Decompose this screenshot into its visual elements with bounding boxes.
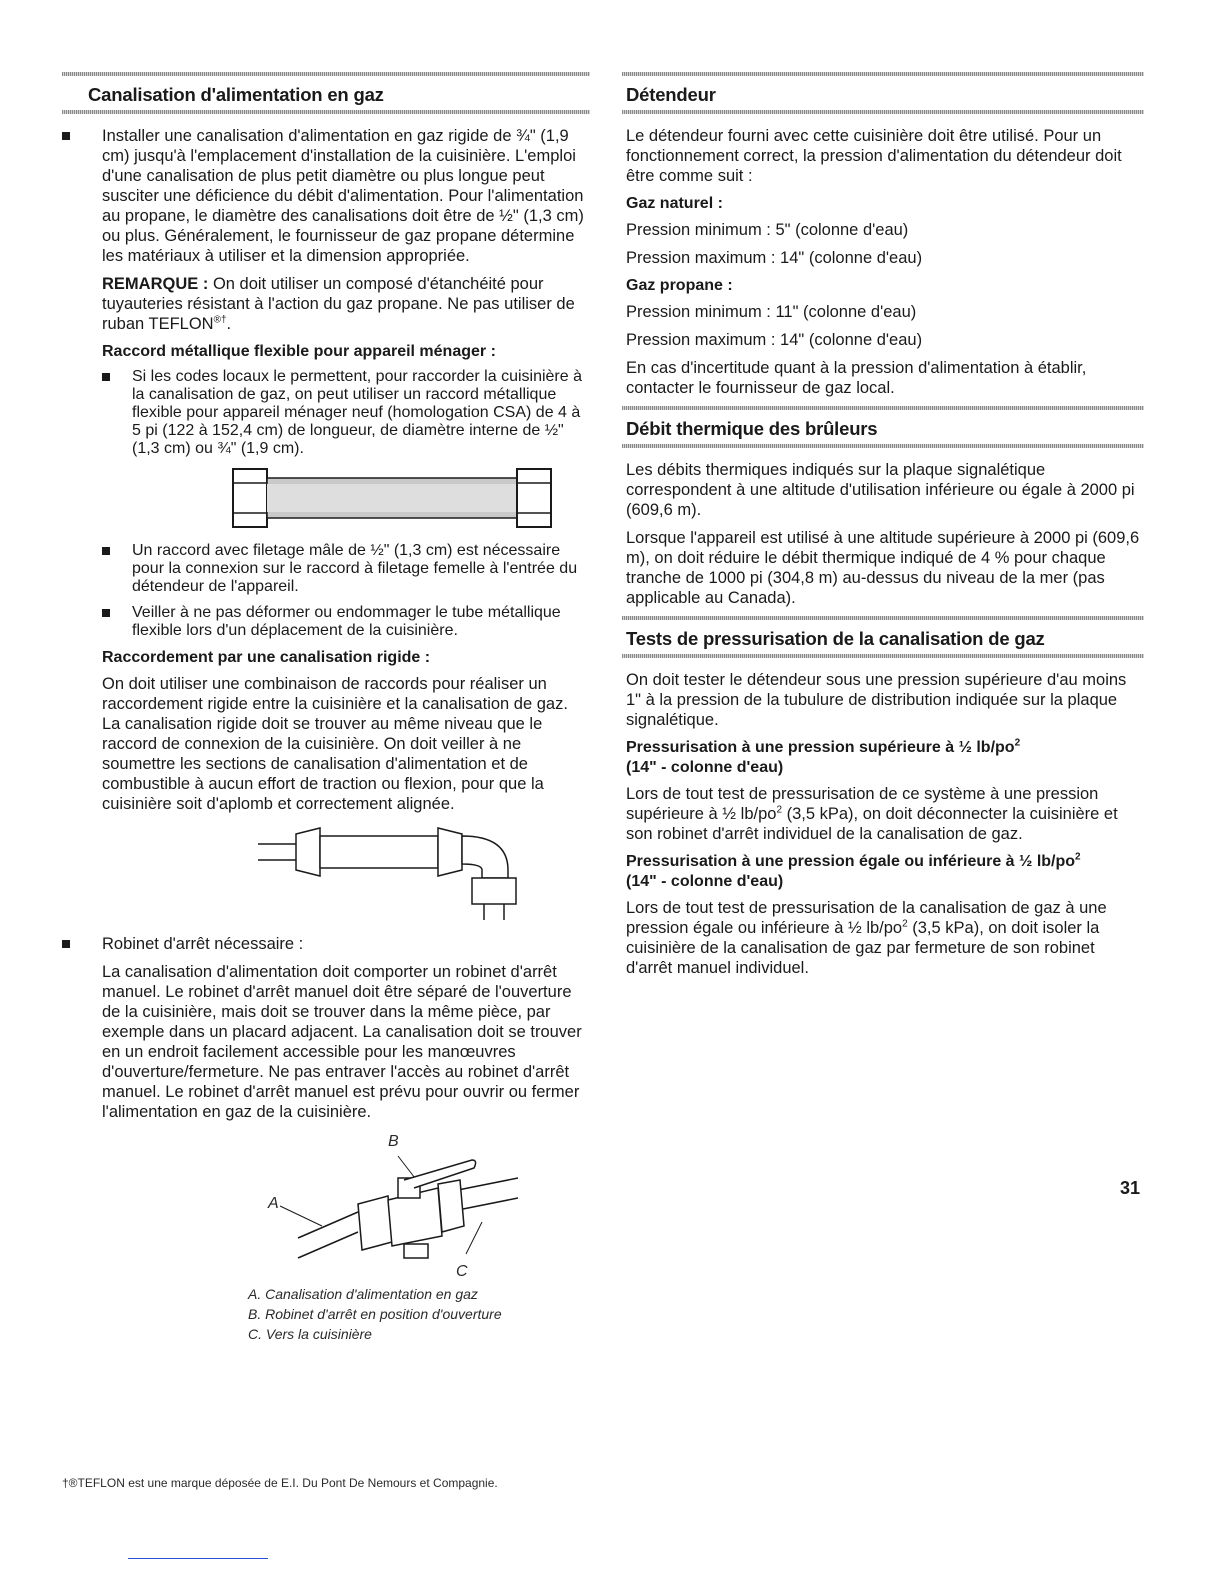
list-item: Installer une canalisation d'alimentation en gaz rigide de ¾" (1,9 cm) jusqu'à l'emplacement d'installation de la cuisinière. L'emploi d'une canalisation de plus petit diamètre ou plus longue peut susciter une déficience du débit d'alimentation. Pour l'alimentation au propane, le diamètre des canalisations doit être de ½" (1,3 cm) ou plus. Généralement, le fournisseur de gaz propane détermine les matériaux à utiliser et la dimension appropriée.: [62, 126, 590, 266]
superscript: 2: [776, 804, 782, 816]
flex-connector-heading: Raccord métallique flexible pour appareil ménager :: [102, 343, 496, 360]
gas-line-section-header: [62, 72, 590, 114]
note-text: On doit utiliser un composé d'étanchéité pour tuyauteries résistant à l'action du gaz propane. Ne pas utiliser de ruban TEFLON: [102, 275, 575, 333]
heading-text: (14" - colonne d'eau): [626, 873, 784, 890]
propane-min: Pression minimum : 11" (colonne d'eau): [626, 303, 917, 321]
propane-heading: Gaz propane :: [626, 277, 733, 294]
heading-text: (14" - colonne d'eau): [626, 759, 784, 776]
propane-max: Pression maximum : 14" (colonne d'eau): [626, 331, 923, 349]
rigid-pipe-illustration: [258, 822, 528, 922]
burner-paragraph: Les débits thermiques indiqués sur la plaque signalétique correspondent à une altitude d'utilisation inférieure ou égale à 2000 pi (609,6 m).: [626, 461, 1135, 519]
above-pressure-text: [626, 784, 1144, 844]
note-paragraph: [102, 274, 590, 334]
footnote: †®TEFLON est une marque déposée de E.I. Du Pont De Nemours et Compagnie.: [62, 1476, 498, 1490]
superscript: 2: [1014, 737, 1021, 749]
right-column: [622, 72, 1144, 986]
rigid-connection-text: On doit utiliser une combinaison de raccords pour réaliser un raccordement rigide entre la cuisinière et la canalisation de gaz. La canalisation rigide doit se trouver au même niveau que le raccord de connexion de la cuisinière. On doit veiller à ne soumettre les sections de canalisation d'alimentation et de combustible à aucun effort de traction ou flexion, pour que la cuisinière soit d'aplomb et correctement alignée.: [102, 675, 568, 813]
shutoff-valve-illustration: [238, 1130, 528, 1280]
heading-text: Pressurisation à une pression égale ou inférieure à ½ lb/po: [626, 853, 1076, 870]
caption-c: C. Vers la cuisinière: [248, 1326, 372, 1342]
list-item: Un raccord avec filetage mâle de ½" (1,3 cm) est nécessaire pour la connexion sur le raccord à filetage femelle à l'entrée du détendeur de l'appareil.: [102, 542, 590, 596]
list-item: Robinet d'arrêt nécessaire :: [62, 934, 590, 954]
divider: [622, 444, 1144, 448]
section-title: Canalisation d'alimentation en gaz: [88, 84, 384, 105]
below-pressure-heading: [626, 852, 1144, 892]
shutoff-valve-text: La canalisation d'alimentation doit comporter un robinet d'arrêt manuel. Le robinet d'arrêt manuel doit être séparé de l'ouverture de la cuisinière, mais doit se trouver dans la même pièce, par exemple dans un placard adjacent. La canalisation doit se trouver en un endroit facilement accessible pour les manœuvres d'ouverture/fermeture. Ne pas entraver l'accès au robinet d'arrêt manuel. Le robinet d'arrêt manuel est prévu pour ouvrir ou fermer l'alimentation en gaz de la cuisinière.: [102, 963, 582, 1121]
below-pressure-text: [626, 898, 1144, 978]
divider: [62, 110, 590, 114]
page-number: 31: [1120, 1178, 1141, 1198]
section-title: Tests de pressurisation de la canalisation de gaz: [626, 628, 1045, 649]
heading-text: Pressurisation à une pression supérieure à ½ lb/po: [626, 739, 1015, 756]
natural-gas-max: Pression maximum : 14" (colonne d'eau): [626, 249, 923, 267]
regulator-uncertain: En cas d'incertitude quant à la pression d'alimentation à établir, contacter le fournisseur de gaz local.: [626, 359, 1087, 397]
caption-a: A. Canalisation d'alimentation en gaz: [248, 1286, 478, 1302]
regulator-intro: Le détendeur fourni avec cette cuisinière doit être utilisé. Pour un fonctionnement correct, la pression d'alimentation du détendeur doit être comme suit :: [626, 127, 1122, 185]
burner-section-header: [622, 406, 1144, 448]
trademark-symbol: ®†: [213, 314, 227, 326]
body-text: Lors de tout test de pressurisation de la canalisation de gaz à une pression égale ou inférieure à ½ lb/po: [626, 899, 1107, 937]
label-c: C: [456, 1263, 468, 1280]
label-a: A: [268, 1195, 279, 1212]
rigid-connection-heading: Raccordement par une canalisation rigide :: [102, 649, 431, 666]
pressure-intro: On doit tester le détendeur sous une pression supérieure d'au moins 1" à la pression de la tubulure de distribution indiquée sur la plaque signalétique.: [626, 671, 1127, 729]
divider: [128, 1558, 268, 1559]
divider: [622, 654, 1144, 658]
natural-gas-min: Pression minimum : 5" (colonne d'eau): [626, 221, 909, 239]
flexible-connector-illustration: [230, 466, 554, 530]
above-pressure-heading: [626, 738, 1144, 778]
figure-captions: [248, 1284, 590, 1344]
superscript: 2: [902, 918, 908, 930]
list-item: Veiller à ne pas déformer ou endommager le tube métallique flexible lors d'un déplacement de la cuisinière.: [102, 604, 590, 640]
left-column: [62, 72, 590, 1344]
caption-b: B. Robinet d'arrêt en position d'ouverture: [248, 1306, 502, 1322]
natural-gas-heading: Gaz naturel :: [626, 195, 723, 212]
label-b: B: [388, 1133, 399, 1150]
section-title: Débit thermique des brûleurs: [626, 418, 878, 439]
note-end: .: [226, 315, 232, 333]
note-label: REMARQUE :: [102, 275, 209, 293]
pressure-test-section-header: [622, 616, 1144, 658]
body-text: (3,5 kPa), on doit déconnecter la cuisinière et son robinet d'arrêt individuel de la canalisation de gaz.: [626, 805, 1118, 843]
list-item: Si les codes locaux le permettent, pour raccorder la cuisinière à la canalisation de gaz, on peut utiliser un raccord métallique flexible pour appareil ménager neuf (homologation CSA) de 4 à 5 pi (122 à 152,4 cm) de longueur, de diamètre interne de ½" (1,3 cm) ou ¾" (1,9 cm).: [102, 368, 590, 458]
superscript: 2: [1075, 851, 1081, 863]
section-title: Détendeur: [626, 84, 716, 105]
body-text: Lors de tout test de pressurisation de ce système à une pression supérieure à ½ lb/po: [626, 785, 1099, 823]
regulator-section-header: [622, 72, 1144, 114]
burner-paragraph: Lorsque l'appareil est utilisé à une altitude supérieure à 2000 pi (609,6 m), on doit réduire le débit thermique indiqué de 4 % pour chaque tranche de 1000 pi (304,8 m) au-dessus du niveau de la mer (pas applicable au Canada).: [626, 529, 1140, 607]
body-text: (3,5 kPa), on doit isoler la cuisinière de la canalisation de gaz par fermeture de son robinet d'arrêt manuel individuel.: [626, 919, 1100, 977]
divider: [622, 110, 1144, 114]
